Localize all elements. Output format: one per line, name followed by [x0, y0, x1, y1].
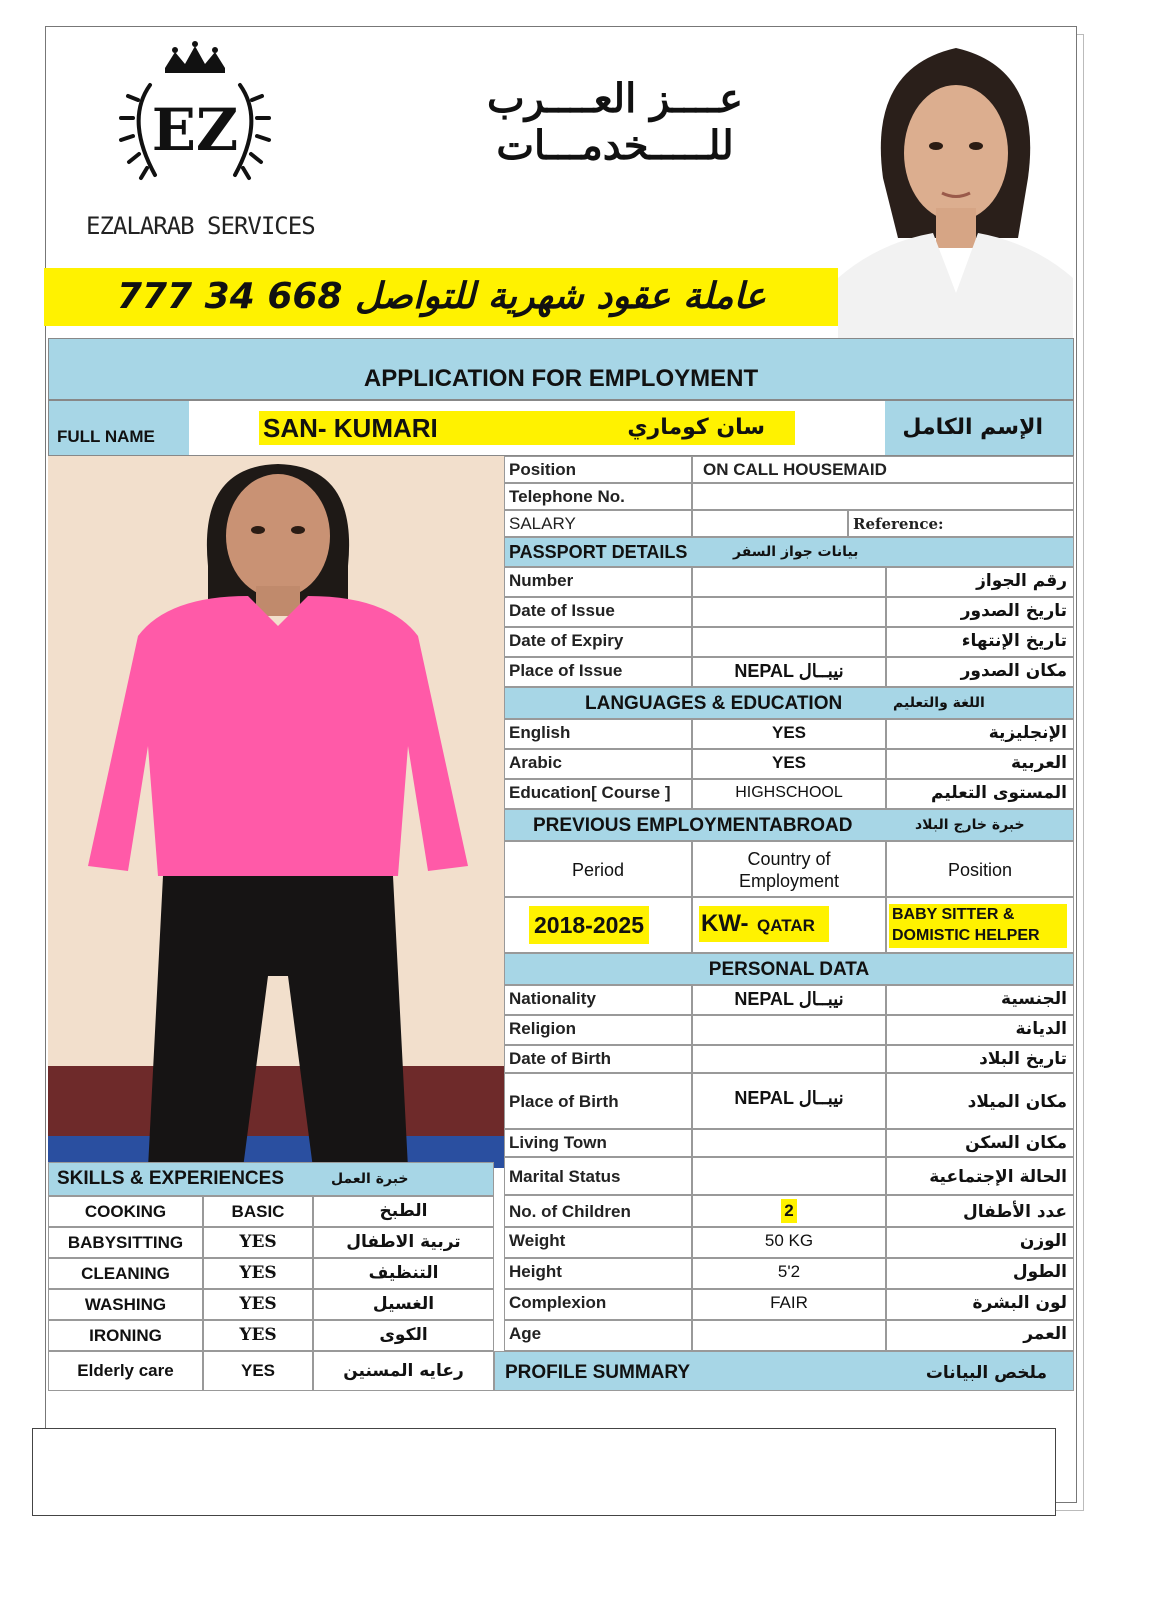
- country-cell: [692, 897, 886, 953]
- skill-level-babysitting: YES: [203, 1227, 313, 1258]
- marital-status-value: [692, 1157, 886, 1195]
- skill-name-ar-elderly-care: رعايه المسنين: [313, 1351, 494, 1391]
- full-name-label-ar: الإسم الكامل: [902, 415, 1043, 440]
- period-cell: [504, 897, 692, 953]
- arabic-label: Arabic: [504, 749, 692, 779]
- marital-status-label: Marital Status: [504, 1157, 692, 1195]
- children-cell: [692, 1195, 886, 1227]
- religion-label: Religion: [504, 1015, 692, 1045]
- skill-name-cooking: COOKING: [48, 1196, 203, 1227]
- skill-name-ar-washing: الغسيل: [313, 1289, 494, 1320]
- age-value: [692, 1320, 886, 1351]
- country-highlight: [699, 906, 829, 942]
- education-value: HIGHSCHOOL: [692, 779, 886, 809]
- position-value: ON CALL HOUSEMAID: [692, 456, 1074, 483]
- company-name-ar: عــــز العــــرب للـــــخدمـــات: [487, 75, 743, 169]
- skill-name-ar-ironing: الكوى: [313, 1320, 494, 1351]
- period-value: 2018-2025: [529, 906, 649, 944]
- full-name-highlight: [259, 411, 795, 445]
- issue-date-label: Date of Issue: [504, 597, 692, 627]
- education-label: Education[ Course ]: [504, 779, 692, 809]
- skills-header-en: SKILLS & EXPERIENCES: [57, 1168, 284, 1189]
- birth-date-value: [692, 1045, 886, 1073]
- english-label: English: [504, 719, 692, 749]
- skill-name-washing: WASHING: [48, 1289, 203, 1320]
- profile-summary-box: [32, 1428, 1056, 1516]
- height-label-ar: الطول: [886, 1258, 1074, 1289]
- period-column-header: Period: [504, 841, 692, 897]
- age-label: Age: [504, 1320, 692, 1351]
- issue-place-label-ar: مكان الصدور: [886, 657, 1074, 687]
- passport-header-ar: بيانات جواز السفر: [733, 544, 859, 560]
- religion-value: [692, 1015, 886, 1045]
- languages-header-en: LANGUAGES & EDUCATION: [585, 693, 843, 714]
- passport-number-label: Number: [504, 567, 692, 597]
- salary-value: [692, 510, 848, 537]
- nationality-label: Nationality: [504, 985, 692, 1015]
- telephone-label: Telephone No.: [504, 483, 692, 510]
- english-label-ar: الإنجليزية: [886, 719, 1074, 749]
- children-label-ar: عدد الأطفال: [886, 1195, 1074, 1227]
- position-column-header: Position: [886, 841, 1074, 897]
- skills-header-ar: خبرة العمل: [331, 1171, 409, 1187]
- profile-summary-en: PROFILE SUMMARY: [505, 1362, 691, 1383]
- english-value: YES: [692, 719, 886, 749]
- skill-name-elderly-care: Elderly care: [48, 1351, 203, 1391]
- country-prefix: KW-: [701, 910, 749, 937]
- headshot-photo: [838, 28, 1073, 338]
- form-title: APPLICATION FOR EMPLOYMENT: [363, 365, 759, 392]
- previous-employment-header-en: PREVIOUS EMPLOYMENTABROAD: [533, 815, 853, 836]
- skill-level-ironing: YES: [203, 1320, 313, 1351]
- personal-data-header: PERSONAL DATA: [504, 953, 1074, 985]
- issue-place-value: NEPAL نيبــال: [692, 657, 886, 687]
- full-name-en: SAN- KUMARI: [263, 413, 438, 443]
- birth-place-label-ar: مكان الميلاد: [886, 1073, 1074, 1129]
- birth-date-label: Date of Birth: [504, 1045, 692, 1073]
- salary-label: SALARY: [504, 510, 692, 537]
- telephone-value: [692, 483, 1074, 510]
- country-column-header: Country of Employment: [692, 841, 886, 897]
- portrait-icon: [838, 28, 1073, 338]
- skill-name-ironing: IRONING: [48, 1320, 203, 1351]
- company-name-en: EZALARAB SERVICES: [86, 212, 315, 240]
- marital-status-label-ar: الحالة الإجتماعية: [886, 1157, 1074, 1195]
- weight-label-ar: الوزن: [886, 1227, 1074, 1258]
- crown-icon: [165, 41, 225, 73]
- person-photo-icon: [48, 456, 506, 1168]
- arabic-label-ar: العربية: [886, 749, 1074, 779]
- expiry-date-value: [692, 627, 886, 657]
- full-name-label: FULL NAME: [57, 427, 155, 446]
- full-name-ar: سان كوماري: [627, 415, 765, 440]
- full-body-photo: [48, 456, 506, 1168]
- religion-label-ar: الديانة: [886, 1015, 1074, 1045]
- company-logo: [105, 40, 285, 190]
- skill-name-ar-cleaning: التنظيف: [313, 1258, 494, 1289]
- arabic-value: YES: [692, 749, 886, 779]
- height-value: 5'2: [692, 1258, 886, 1289]
- full-name-field: [189, 401, 885, 455]
- skill-name-babysitting: BABYSITTING: [48, 1227, 203, 1258]
- passport-number-label-ar: رقم الجواز: [886, 567, 1074, 597]
- education-label-ar: المستوى التعليم: [886, 779, 1074, 809]
- passport-header-en: PASSPORT DETAILS: [509, 542, 688, 562]
- weight-label: Weight: [504, 1227, 692, 1258]
- birth-place-label: Place of Birth: [504, 1073, 692, 1129]
- complexion-label: Complexion: [504, 1289, 692, 1320]
- expiry-date-label-ar: تاريخ الإنتهاء: [886, 627, 1074, 657]
- skill-level-washing: YES: [203, 1289, 313, 1320]
- age-label-ar: العمر: [886, 1320, 1074, 1351]
- passport-number-value: [692, 567, 886, 597]
- expiry-date-label: Date of Expiry: [504, 627, 692, 657]
- children-label: No. of Children: [504, 1195, 692, 1227]
- weight-value: 50 KG: [692, 1227, 886, 1258]
- skill-name-ar-babysitting: تربية الاطفال: [313, 1227, 494, 1258]
- issue-date-value: [692, 597, 886, 627]
- issue-place-label: Place of Issue: [504, 657, 692, 687]
- previous-employment-header: [504, 809, 1074, 841]
- height-label: Height: [504, 1258, 692, 1289]
- nationality-value: NEPAL نيبــال: [692, 985, 886, 1015]
- previous-position-value: BABY SITTER & DOMISTIC HELPER: [889, 904, 1067, 948]
- living-town-value: [692, 1129, 886, 1157]
- complexion-label-ar: لون البشرة: [886, 1289, 1074, 1320]
- profile-summary-ar: ملخص البيانات: [925, 1363, 1047, 1383]
- passport-header: [504, 537, 1074, 567]
- previous-employment-header-ar: خبرة خارج البلاد: [915, 817, 1025, 833]
- skills-header: [48, 1162, 494, 1196]
- banner-text: عاملة عقود شهرية للتواصل 668 34 777: [116, 276, 767, 317]
- contact-banner: [44, 268, 839, 326]
- skill-name-cleaning: CLEANING: [48, 1258, 203, 1289]
- title-bar: [48, 338, 1074, 400]
- skill-level-elderly-care: YES: [203, 1351, 313, 1391]
- languages-header: [504, 687, 1074, 719]
- living-town-label-ar: مكان السكن: [886, 1129, 1074, 1157]
- nationality-label-ar: الجنسية: [886, 985, 1074, 1015]
- children-value: 2: [781, 1199, 797, 1223]
- profile-summary-bar: [494, 1351, 1074, 1391]
- issue-date-label-ar: تاريخ الصدور: [886, 597, 1074, 627]
- reference-label: Reference:: [848, 510, 1074, 537]
- birth-place-value: NEPAL نيبــال: [692, 1073, 886, 1129]
- country-value: QATAR: [757, 916, 815, 935]
- languages-header-ar: اللغة والتعليم: [893, 695, 985, 711]
- logo-initials: EZ: [151, 96, 239, 164]
- position-label: Position: [504, 456, 692, 483]
- living-town-label: Living Town: [504, 1129, 692, 1157]
- complexion-value: FAIR: [692, 1289, 886, 1320]
- full-name-row: [48, 400, 1074, 456]
- skill-name-ar-cooking: الطبخ: [313, 1196, 494, 1227]
- previous-position-cell: [886, 897, 1074, 953]
- birth-date-label-ar: تاريخ البلاد: [886, 1045, 1074, 1073]
- skill-level-cleaning: YES: [203, 1258, 313, 1289]
- skill-level-cooking: BASIC: [203, 1196, 313, 1227]
